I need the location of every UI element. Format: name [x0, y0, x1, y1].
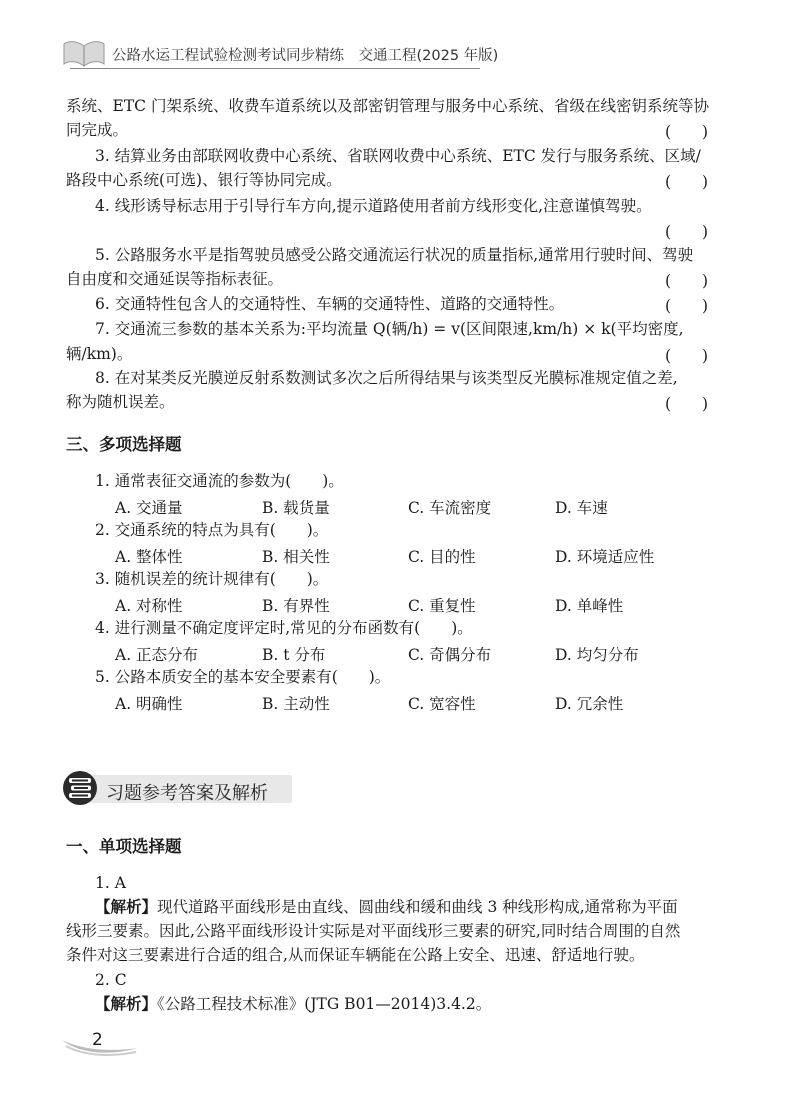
answer-bracket: ( ) [665, 272, 709, 290]
answers-banner-title: 习题参考答案及解析 [106, 783, 268, 804]
multi-q4-option-b: B. t 分布 [262, 646, 326, 664]
judge-cont-line1: 系统、ETC 门架系统、收费车道系统以及部密钥管理与服务中心系统、省级在线密钥系统等协 [66, 97, 709, 115]
books-stack-icon [62, 768, 102, 808]
answer-1-line3: 条件对这三要素进行合适的组合,从而保证车辆能在公路上安全、迅速、舒适地行驶。 [66, 946, 645, 964]
answer-2-text1: 《公路工程技术标准》(JTG B01—2014)3.4.2。 [157, 995, 492, 1013]
judge-q7-line1: 7. 交通流三参数的基本关系为:平均流量 Q(辆/h) = v(区间限速,km/h) × k(平均密度, [95, 320, 684, 338]
multi-q1-stem: 1. 通常表征交通流的参数为( )。 [95, 472, 344, 490]
multi-q1-option-c: C. 车流密度 [408, 499, 492, 517]
answer-bracket: ( ) [665, 123, 709, 141]
answers-section-heading: 一、单项选择题 [66, 837, 182, 856]
answer-1-text1: 现代道路平面线形是由直线、圆曲线和缓和曲线 3 种线形构成,通常称为平面 [157, 898, 678, 916]
multi-q2-stem: 2. 交通系统的特点为具有( )。 [95, 521, 329, 539]
judge-q8-line1: 8. 在对某类反光膜逆反射系数测试多次之后所得结果与该类型反光膜标准规定值之差, [95, 369, 678, 387]
judge-q7-line2: 辆/km)。 [66, 345, 133, 363]
multi-q3-option-d: D. 单峰性 [555, 597, 624, 615]
multi-q3-option-b: B. 有界性 [262, 597, 330, 615]
judge-q8-line2: 称为随机误差。 [66, 393, 175, 411]
multi-q5-option-d: D. 冗余性 [555, 695, 624, 713]
open-book-icon [62, 38, 106, 68]
answer-bracket: ( ) [665, 347, 709, 365]
multi-q3-option-c: C. 重复性 [408, 597, 476, 615]
answer-bracket: ( ) [665, 395, 709, 413]
judge-q3-line2: 路段中心系统(可选)、银行等协同完成。 [66, 171, 342, 189]
multi-q3-stem: 3. 随机误差的统计规律有( )。 [95, 570, 329, 588]
multi-q1-option-a: A. 交通量 [115, 499, 183, 517]
multi-section-heading: 三、多项选择题 [66, 435, 182, 454]
multi-q4-option-c: C. 奇偶分布 [408, 646, 492, 664]
judge-q5-line1: 5. 公路服务水平是指驾驶员感受公路交通流运行状况的质量指标,通常用行驶时间、驾驶 [95, 246, 694, 264]
multi-q3-option-a: A. 对称性 [115, 597, 183, 615]
answer-bracket: ( ) [665, 297, 709, 315]
answer-1-line1 [95, 897, 678, 917]
multi-q4-option-d: D. 均匀分布 [555, 646, 639, 664]
judge-q6-line1: 6. 交通特性包含人的交通特性、车辆的交通特性、道路的交通特性。 [95, 295, 565, 313]
header-divider [70, 68, 480, 69]
multi-q2-option-a: A. 整体性 [115, 548, 183, 566]
judge-cont-line2: 同完成。 [66, 121, 129, 139]
answer-1-line2: 线形三要素。因此,公路平面线形设计实际是对平面线形三要素的研究,同时结合周围的自然 [66, 922, 681, 940]
multi-q2-option-b: B. 相关性 [262, 548, 330, 566]
multi-q1-option-b: B. 载货量 [262, 499, 330, 517]
multi-q5-option-c: C. 宽容性 [408, 695, 476, 713]
judge-q4-line1: 4. 线形诱导标志用于引导行车方向,提示道路使用者前方线形变化,注意谨慎驾驶。 [95, 197, 652, 215]
answer-2-line1 [95, 994, 491, 1014]
judge-q5-line2: 自由度和交通延误等指标表征。 [66, 270, 284, 288]
multi-q5-stem: 5. 公路本质安全的基本安全要素有( )。 [95, 668, 391, 686]
answer-bracket: ( ) [665, 223, 709, 241]
multi-q5-option-a: A. 明确性 [115, 695, 183, 713]
page-number: 2 [92, 1030, 103, 1050]
answer-bracket: ( ) [665, 173, 709, 191]
multi-q4-stem: 4. 进行测量不确定度评定时,常见的分布函数有( )。 [95, 619, 473, 637]
page-header [0, 0, 790, 80]
multi-q5-option-b: B. 主动性 [262, 695, 330, 713]
analysis-tag: 【解析】 [95, 995, 158, 1013]
multi-q2-option-c: C. 目的性 [408, 548, 476, 566]
answer-1-label: 1. A [95, 874, 126, 892]
multi-q2-option-d: D. 环境适应性 [555, 548, 655, 566]
answer-2-label: 2. C [95, 971, 127, 989]
analysis-tag: 【解析】 [95, 898, 158, 916]
multi-q1-option-d: D. 车速 [555, 499, 608, 517]
multi-q4-option-a: A. 正态分布 [115, 646, 199, 664]
header-title: 公路水运工程试验检测考试同步精练 交通工程(2025 年版) [112, 48, 499, 64]
judge-q3-line1: 3. 结算业务由部联网收费中心系统、省联网收费中心系统、ETC 发行与服务系统、区域/ [95, 147, 701, 165]
